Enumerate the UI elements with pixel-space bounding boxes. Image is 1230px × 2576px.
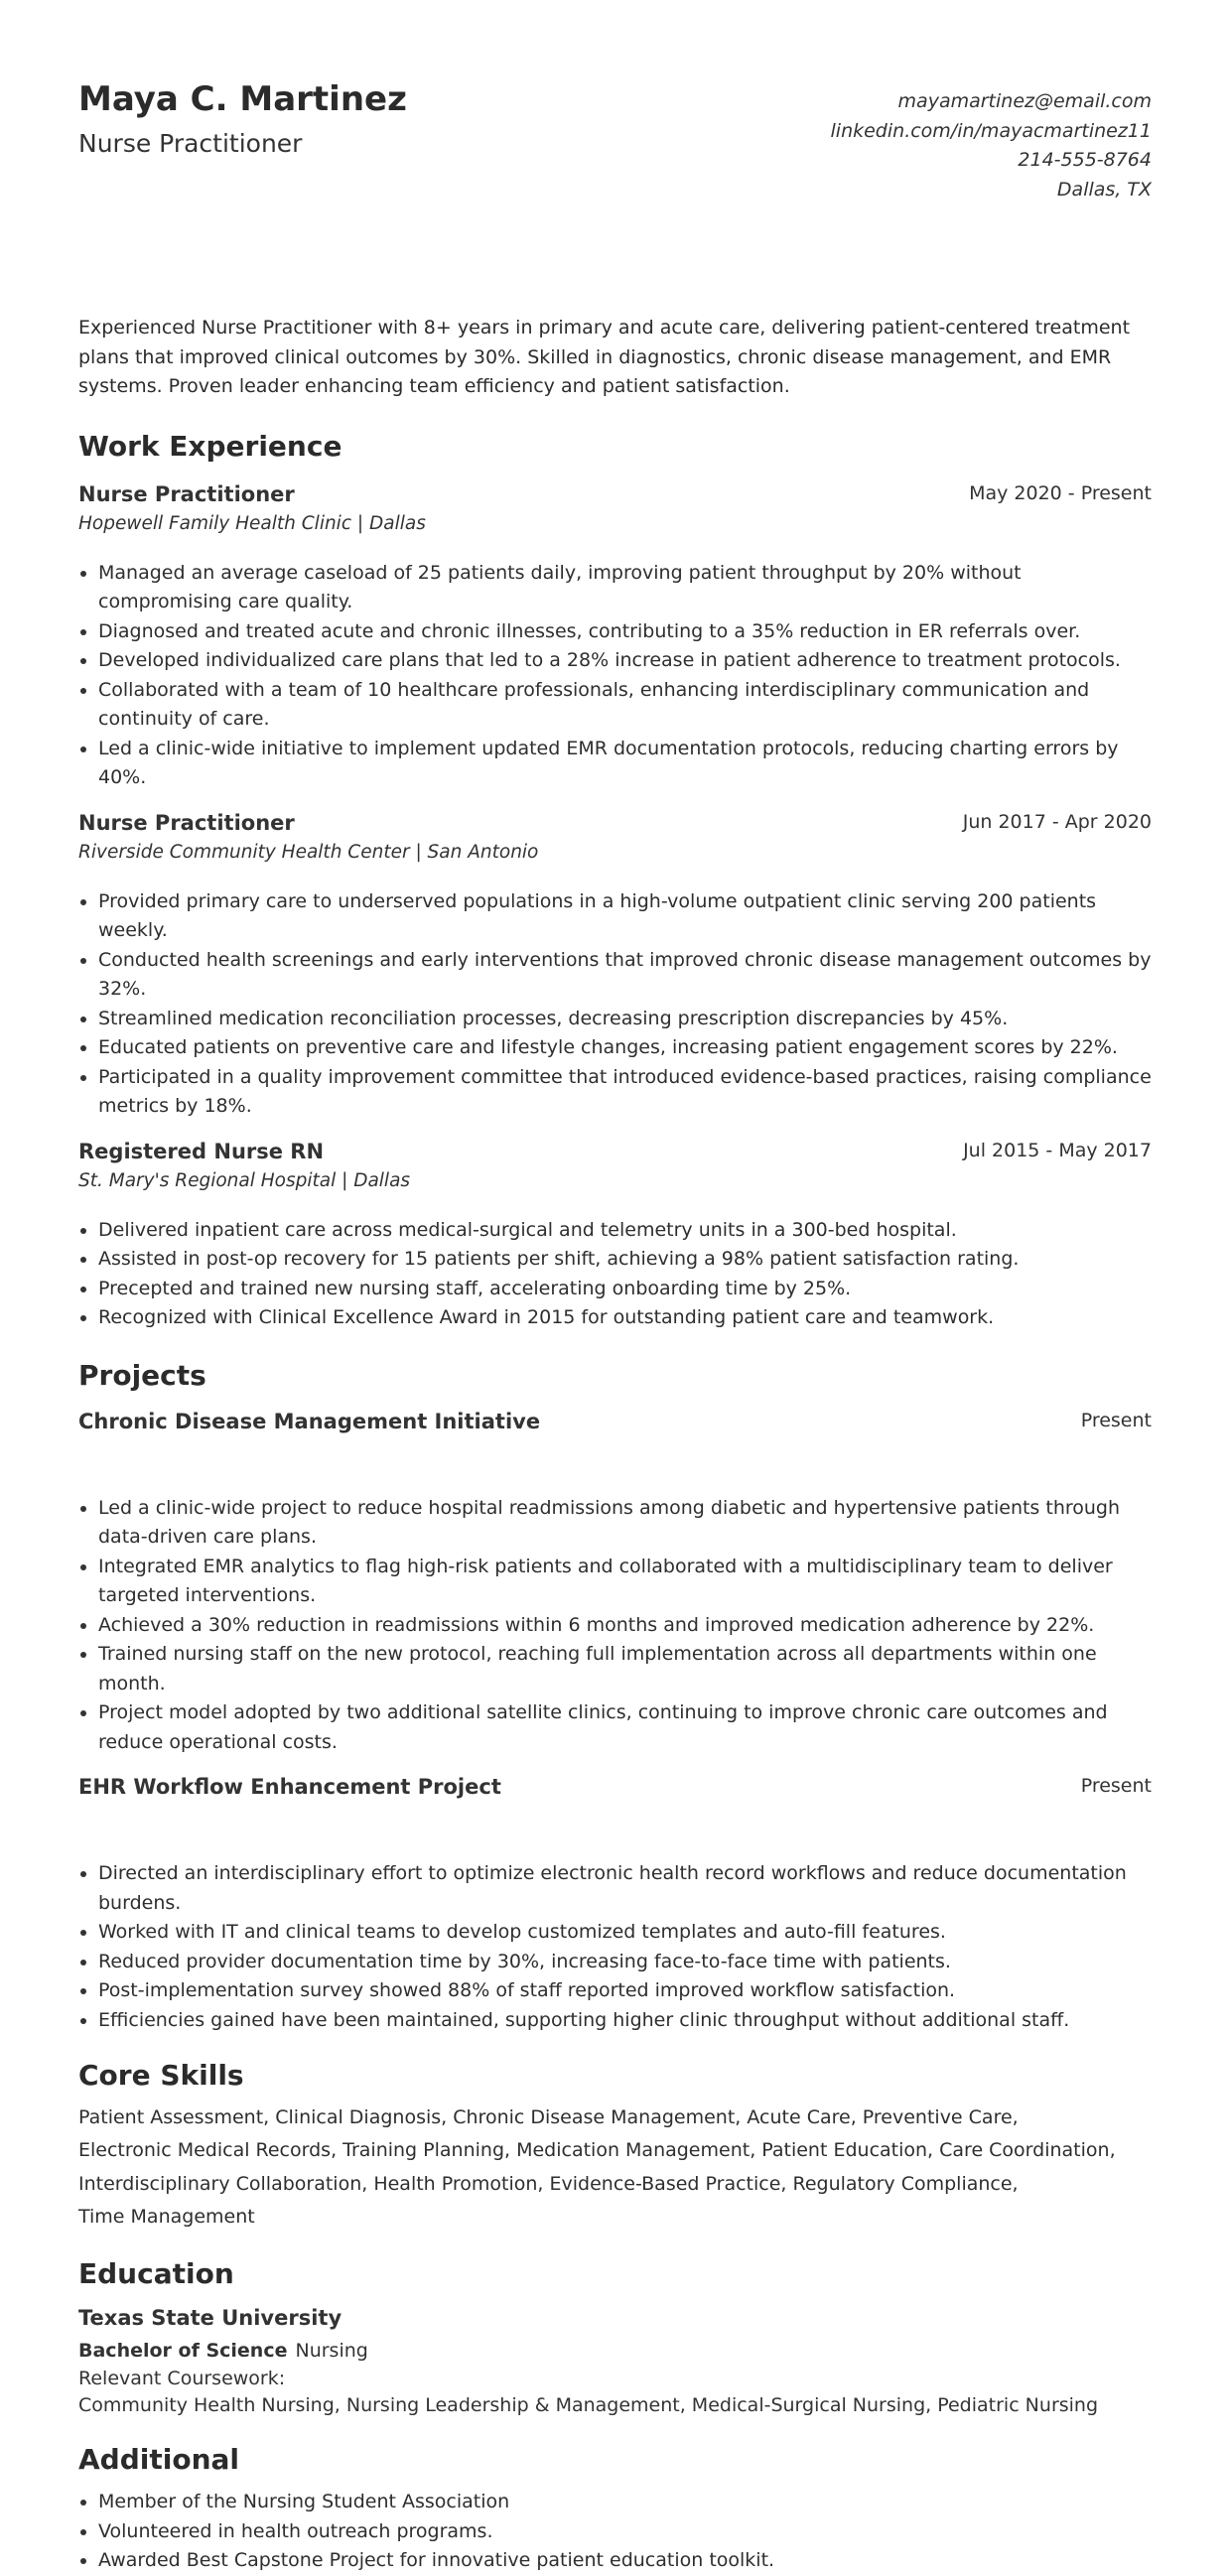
- job-bullets: [78, 1216, 1152, 1333]
- work-entry: [78, 811, 1152, 1122]
- project-title: EHR Workflow Enhancement Project: [78, 1775, 501, 1799]
- list-item: Managed an average caseload of 25 patients daily, improving patient throughput by 20% without compromising care quality.: [78, 559, 1152, 617]
- list-item: Educated patients on preventive care and lifestyle changes, increasing patient engagement scores by 22%.: [78, 1033, 1152, 1063]
- project-dates: Present: [1080, 1409, 1152, 1431]
- list-item: Provided primary care to underserved populations in a high-volume outpatient clinic serving 200 patients weekly.: [78, 887, 1152, 946]
- work-entry: [78, 482, 1152, 793]
- list-item: Project model adopted by two additional satellite clinics, continuing to improve chronic care outcomes and reduce operational costs.: [78, 1698, 1152, 1757]
- section-title-education: Education: [78, 2257, 234, 2291]
- list-item: Volunteered in health outreach programs.: [78, 2517, 1152, 2547]
- list-item: Trained nursing staff on the new protocol, reaching full implementation across all departments within one month.: [78, 1640, 1152, 1698]
- job-bullets: [78, 887, 1152, 1122]
- list-item: Efficiencies gained have been maintained, supporting higher clinic throughput without additional staff.: [78, 2006, 1152, 2036]
- list-item: Awarded Best Capstone Project for innovative patient education toolkit.: [78, 2546, 1152, 2576]
- contact-email[interactable]: mayamartinez@email.com: [897, 90, 1152, 112]
- job-dates: Jun 2017 - Apr 2020: [962, 810, 1152, 833]
- education-degree-line: [78, 2340, 1152, 2362]
- list-item: Assisted in post-op recovery for 15 patients per shift, achieving a 98% patient satisfaction rating.: [78, 1245, 1152, 1275]
- job-dates: May 2020 - Present: [969, 481, 1152, 504]
- list-item: Post-implementation survey showed 88% of staff reported improved workflow satisfaction.: [78, 1976, 1152, 2006]
- coursework-label: Relevant Coursework:: [78, 2368, 286, 2390]
- section-title-additional: Additional: [78, 2443, 239, 2477]
- additional-bullets: [78, 2488, 1152, 2576]
- contact-info: [831, 87, 1152, 204]
- skills-line: Electronic Medical Records, Training Planning, Medication Management, Patient Education, Care Coordination,: [78, 2139, 1116, 2162]
- list-item: Member of the Nursing Student Association: [78, 2488, 1152, 2517]
- list-item: Worked with IT and clinical teams to develop customized templates and auto-fill features.: [78, 1918, 1152, 1948]
- education-degree: Bachelor of Science: [78, 2340, 288, 2363]
- list-item: Precepted and trained new nursing staff, accelerating onboarding time by 25%.: [78, 1275, 1152, 1304]
- job-dates: Jul 2015 - May 2017: [963, 1139, 1152, 1161]
- list-item: Integrated EMR analytics to flag high-risk patients and collaborated with a multidisciplinary team to deliver targeted interventions.: [78, 1553, 1152, 1611]
- project-entry: [78, 1410, 1152, 1758]
- skills-line: Time Management: [78, 2205, 255, 2228]
- list-item: Reduced provider documentation time by 30%, increasing face-to-face time with patients.: [78, 1948, 1152, 1977]
- summary: Experienced Nurse Practitioner with 8+ years in primary and acute care, delivering patient-centered treatment plans that improved clinical outcomes by 30%. Skilled in diagnostics, chronic disease management, and EMR systems. Proven leader enhancing team efficiency and patient satisfaction.: [78, 317, 1131, 397]
- list-item: Delivered inpatient care across medical-surgical and telemetry units in a 300-bed hospital.: [78, 1216, 1152, 1246]
- skills-line: Patient Assessment, Clinical Diagnosis, Chronic Disease Management, Acute Care, Preventive Care,: [78, 2106, 1019, 2128]
- project-dates: Present: [1080, 1775, 1152, 1797]
- contact-linkedin[interactable]: linkedin.com/in/mayacmartinez11: [830, 119, 1152, 142]
- list-item: Directed an interdisciplinary effort to optimize electronic health record workflows and reduce documentation burdens.: [78, 1859, 1152, 1918]
- skills-line: Interdisciplinary Collaboration, Health Promotion, Evidence-Based Practice, Regulatory Compliance,: [78, 2172, 1019, 2195]
- job-organization: Hopewell Family Health Clinic | Dallas: [78, 512, 426, 534]
- section-title-skills: Core Skills: [78, 2059, 244, 2092]
- job-bullets: [78, 559, 1152, 793]
- list-item: Conducted health screenings and early interventions that improved chronic disease management outcomes by 32%.: [78, 946, 1152, 1005]
- list-item: Led a clinic-wide project to reduce hospital readmissions among diabetic and hypertensive patients through data-driven care plans.: [78, 1494, 1152, 1553]
- candidate-name: Maya C. Martinez: [78, 79, 407, 119]
- coursework-list: Community Health Nursing, Nursing Leadership & Management, Medical-Surgical Nursing, Pediatric Nursing: [78, 2394, 1099, 2417]
- project-entry: [78, 1775, 1152, 2035]
- project-title: Chronic Disease Management Initiative: [78, 1409, 541, 1433]
- job-organization: St. Mary's Regional Hospital | Dallas: [78, 1169, 411, 1191]
- job-title: Nurse Practitioner: [78, 810, 295, 835]
- list-item: Achieved a 30% reduction in readmissions within 6 months and improved medication adherence by 22%.: [78, 1611, 1152, 1641]
- skills-list: [78, 2101, 1152, 2234]
- candidate-title: Nurse Practitioner: [78, 129, 303, 158]
- job-title: Nurse Practitioner: [78, 481, 295, 506]
- contact-phone: 214-555-8764: [1018, 149, 1152, 171]
- work-entry: [78, 1140, 1152, 1333]
- list-item: Recognized with Clinical Excellence Award in 2015 for outstanding patient care and teamwork.: [78, 1303, 1152, 1333]
- list-item: Collaborated with a team of 10 healthcare professionals, enhancing interdisciplinary communication and continuity of care.: [78, 676, 1152, 735]
- contact-location: Dallas, TX: [1056, 178, 1152, 201]
- list-item: Participated in a quality improvement committee that introduced evidence-based practices, raising compliance metrics by 18%.: [78, 1063, 1152, 1122]
- project-bullets: [78, 1859, 1152, 2035]
- section-title-work: Work Experience: [78, 429, 342, 463]
- education-field: Nursing: [295, 2340, 368, 2363]
- list-item: Streamlined medication reconciliation processes, decreasing prescription discrepancies by 45%.: [78, 1005, 1152, 1034]
- list-item: Developed individualized care plans that led to a 28% increase in patient adherence to treatment protocols.: [78, 646, 1152, 676]
- job-organization: Riverside Community Health Center | San Antonio: [78, 841, 539, 863]
- project-bullets: [78, 1494, 1152, 1758]
- list-item: Led a clinic-wide initiative to implement updated EMR documentation protocols, reducing charting errors by 40%.: [78, 735, 1152, 793]
- education-school: Texas State University: [78, 2306, 342, 2331]
- list-item: Diagnosed and treated acute and chronic illnesses, contributing to a 35% reduction in ER referrals over.: [78, 617, 1152, 647]
- resume-header: [78, 79, 1152, 208]
- section-title-projects: Projects: [78, 1358, 206, 1392]
- job-title: Registered Nurse RN: [78, 1139, 325, 1163]
